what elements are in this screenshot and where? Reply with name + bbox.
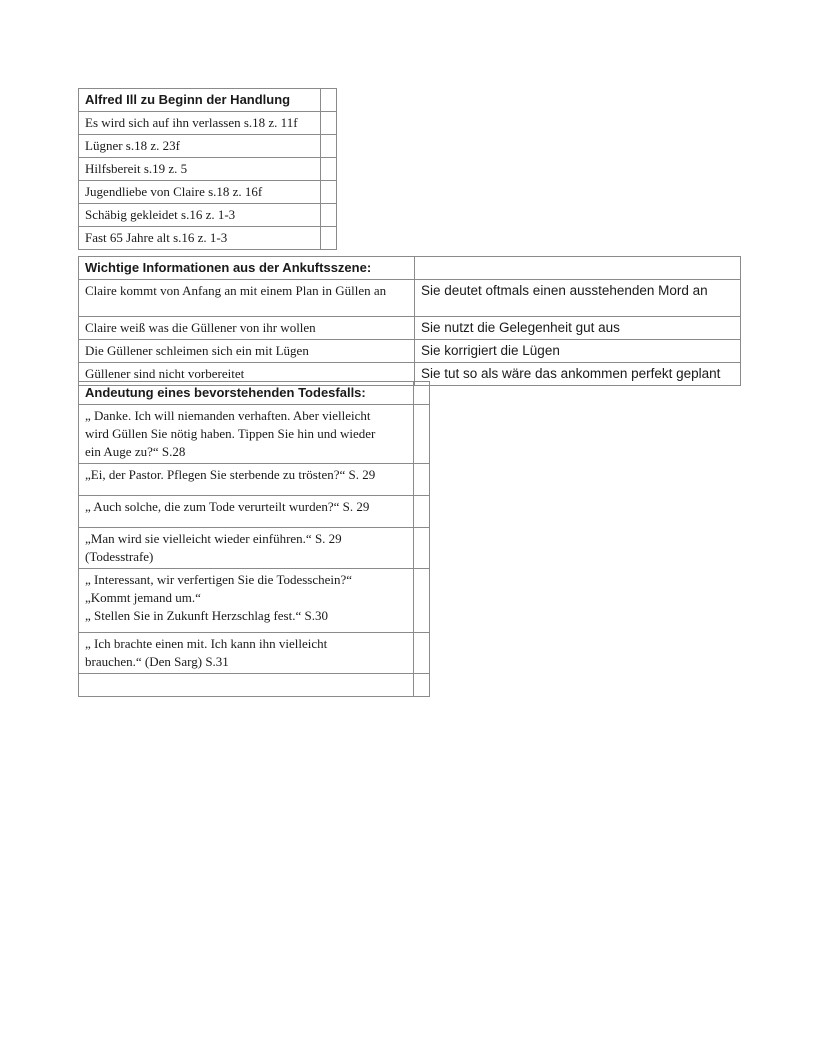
empty-cell <box>321 112 337 135</box>
empty-cell <box>415 257 741 280</box>
table-ankunftsszene <box>78 256 741 386</box>
table-cell: Güllener sind nicht vorbereitet <box>79 363 415 386</box>
table-cell: Die Güllener schleimen sich ein mit Lügen <box>79 340 415 363</box>
table-cell: Sie tut so als wäre das ankommen perfekt geplant <box>415 363 741 386</box>
table-cell: Hilfsbereit s.19 z. 5 <box>79 158 321 181</box>
table-cell: Sie deutet oftmals einen ausstehenden Mord an <box>415 280 741 317</box>
quote-line: „Ei, der Pastor. Pflegen Sie sterbende zu trösten?“ S. 29 <box>85 467 376 482</box>
empty-cell <box>414 496 430 528</box>
empty-cell <box>321 227 337 250</box>
empty-cell <box>414 405 430 464</box>
quote-line: ein Auge zu?“ S.28 <box>85 444 186 459</box>
quote-line: „ Stellen Sie in Zukunft Herzschlag fest.“ S.30 <box>85 608 328 623</box>
empty-cell <box>414 569 430 633</box>
table-cell <box>79 569 414 633</box>
quote-line: „Kommt jemand um.“ <box>85 590 201 605</box>
empty-cell <box>79 674 414 697</box>
quote-line: „ Danke. Ich will niemanden verhaften. Aber vielleicht <box>85 408 371 423</box>
table-cell <box>79 633 414 674</box>
table-cell: Claire kommt von Anfang an mit einem Plan in Güllen an <box>79 280 415 317</box>
empty-cell <box>321 204 337 227</box>
quote-line: brauchen.“ (Den Sarg) S.31 <box>85 654 229 669</box>
table-header: Wichtige Informationen aus der Ankuftsszene: <box>79 257 415 280</box>
table-cell: Schäbig gekleidet s.16 z. 1-3 <box>79 204 321 227</box>
empty-cell <box>414 674 430 697</box>
quote-line: „Man wird sie vielleicht wieder einführen.“ S. 29 <box>85 531 342 546</box>
quote-line: „ Interessant, wir verfertigen Sie die Todesschein?“ <box>85 572 353 587</box>
empty-cell <box>414 528 430 569</box>
table-cell: Claire weiß was die Güllener von ihr wollen <box>79 317 415 340</box>
empty-cell <box>321 89 337 112</box>
table-todesfall <box>78 381 430 697</box>
empty-cell <box>414 382 430 405</box>
table-cell: Lügner s.18 z. 23f <box>79 135 321 158</box>
quote-line: (Todesstrafe) <box>85 549 154 564</box>
empty-cell <box>321 135 337 158</box>
table-cell: Fast 65 Jahre alt s.16 z. 1-3 <box>79 227 321 250</box>
empty-cell <box>414 633 430 674</box>
table-cell: Sie nutzt die Gelegenheit gut aus <box>415 317 741 340</box>
table-cell: Jugendliebe von Claire s.18 z. 16f <box>79 181 321 204</box>
table-cell: Sie korrigiert die Lügen <box>415 340 741 363</box>
table-header: Andeutung eines bevorstehenden Todesfalls: <box>79 382 414 405</box>
quote-line: „ Auch solche, die zum Tode verurteilt wurden?“ S. 29 <box>85 499 370 514</box>
table-alfred-ill <box>78 88 337 250</box>
table-cell <box>79 496 414 528</box>
quote-line: „ Ich brachte einen mit. Ich kann ihn vielleicht <box>85 636 328 651</box>
table-cell <box>79 464 414 496</box>
table-cell <box>79 528 414 569</box>
table-header: Alfred Ill zu Beginn der Handlung <box>79 89 321 112</box>
table-cell <box>79 405 414 464</box>
empty-cell <box>321 181 337 204</box>
empty-cell <box>321 158 337 181</box>
empty-cell <box>414 464 430 496</box>
table-cell: Es wird sich auf ihn verlassen s.18 z. 11f <box>79 112 321 135</box>
quote-line: wird Güllen Sie nötig haben. Tippen Sie hin und wieder <box>85 426 376 441</box>
